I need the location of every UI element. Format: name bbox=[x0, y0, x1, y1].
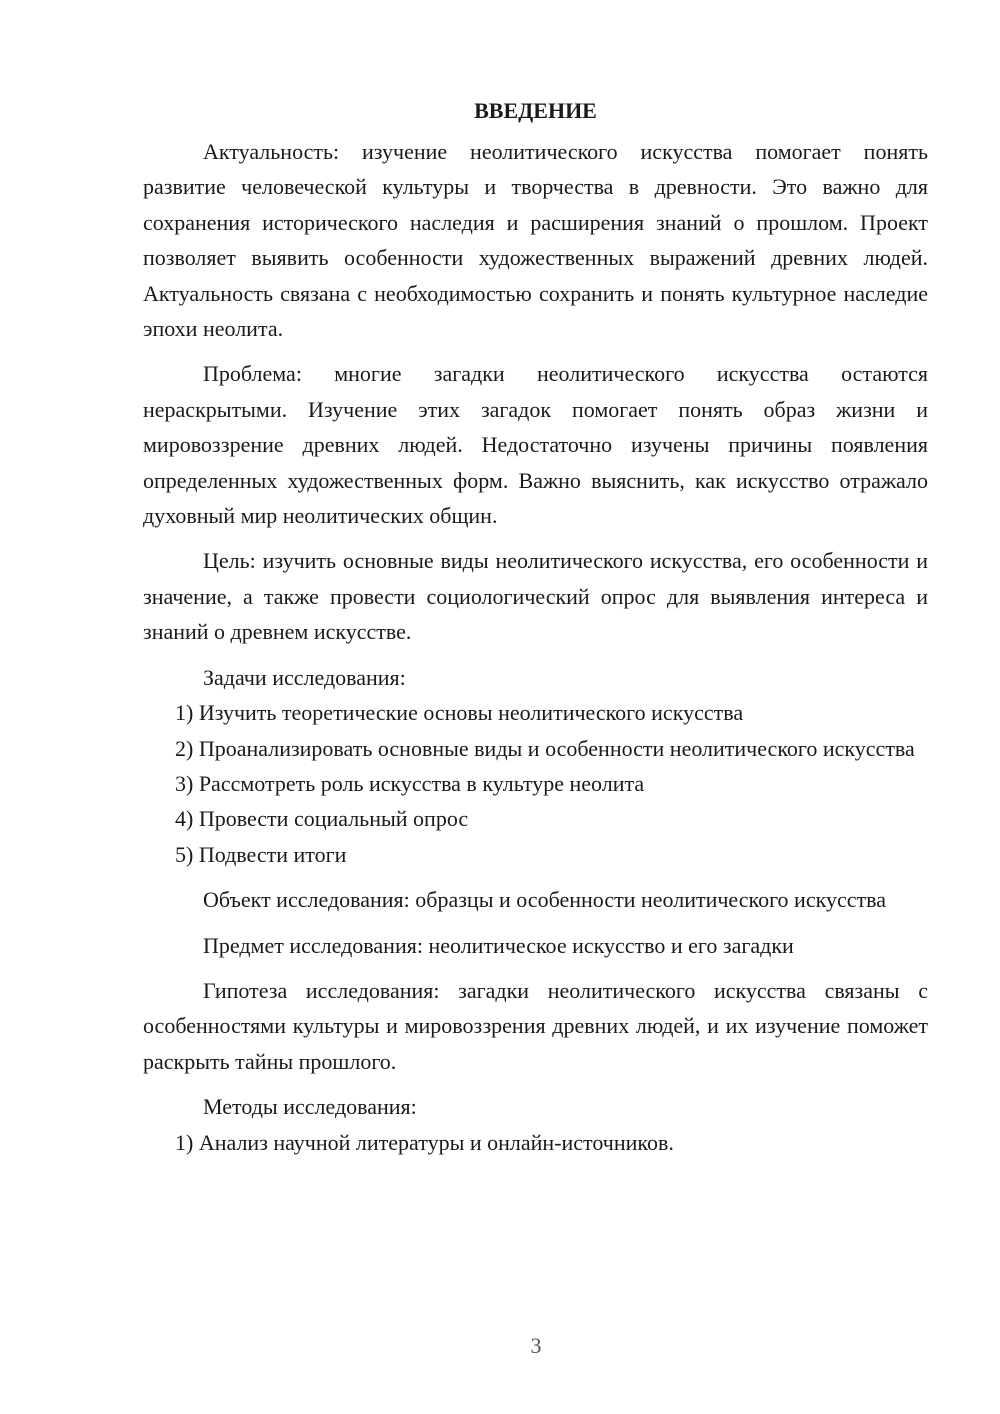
tasks-heading: Задачи исследования: bbox=[203, 664, 406, 690]
page-title: ВВЕДЕНИЕ bbox=[474, 98, 597, 123]
page-content bbox=[143, 93, 928, 1160]
page-number: 3 bbox=[530, 1333, 542, 1358]
task-item-3: 3) Рассмотреть роль искусства в культуре неолита bbox=[175, 770, 645, 796]
method-item-1: 1) Анализ научной литературы и онлайн-источников. bbox=[175, 1129, 674, 1155]
task-item-5: 5) Подвести итоги bbox=[175, 841, 347, 867]
methods-heading: Методы исследования: bbox=[203, 1094, 417, 1120]
paragraph-problem: Проблема: многие загадки неолитического искусства остаются нераскрытыми. Изучение этих загадок помогает понять образ жизни и мировоззрение древних людей. Недостаточно изучены причины появления определенных художественных форм. Важно выяснить, как искусство отражало духовный мир неолитических общин. bbox=[143, 361, 928, 529]
paragraph-relevance: Актуальность: изучение неолитического искусства помогает понять развитие человеческой культуры и творчества в древности. Это важно для сохранения исторического наследия и расширения знаний о прошлом. Проект позволяет выявить особенности художественных выражений древних людей. Актуальность связана с необходимостью сохранить и понять культурное наследие эпохи неолита. bbox=[143, 139, 928, 342]
paragraph-object: Объект исследования: образцы и особенности неолитического искусства bbox=[203, 887, 886, 913]
paragraph-goal: Цель: изучить основные виды неолитического искусства, его особенности и значение, а также провести социологический опрос для выявления интереса и знаний о древнем искусстве. bbox=[143, 548, 928, 645]
paragraph-hypothesis: Гипотеза исследования: загадки неолитического искусства связаны с особенностями культуры и мировоззрения древних людей, и их изучение поможет раскрыть тайны прошлого. bbox=[143, 977, 928, 1074]
task-item-2: 2) Проанализировать основные виды и особенности неолитического искусства bbox=[175, 735, 915, 761]
task-item-4: 4) Провести социальный опрос bbox=[175, 806, 469, 832]
task-item-1: 1) Изучить теоретические основы неолитического искусства bbox=[175, 700, 744, 726]
paragraph-subject: Предмет исследования: неолитическое искусство и его загадки bbox=[203, 932, 794, 958]
